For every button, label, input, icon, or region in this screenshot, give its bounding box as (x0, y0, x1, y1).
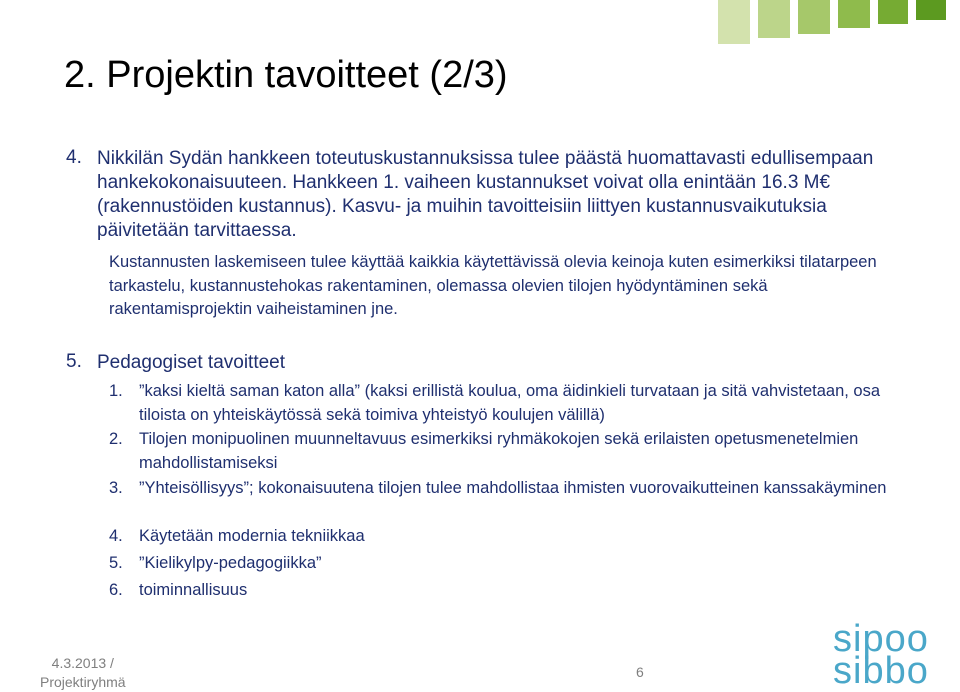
list-item: ”kaksi kieltä saman katon alla” (kaksi erillistä koulua, oma äidinkieli turvataan ja sitä vahvistetaan, osa tiloista on yhteiskäytössä sekä toimiva yhteistyö koulujen välillä) (139, 382, 881, 424)
list-item-number: 5. (109, 554, 123, 572)
page-number: 6 (636, 664, 644, 680)
list-item: toiminnallisuus (139, 581, 248, 599)
section-4-number: 4. (66, 147, 82, 168)
logo-line-2: sibbo (833, 650, 929, 692)
decor-square-1 (718, 0, 750, 44)
list-item: Käytetään modernia tekniikkaa (139, 527, 365, 545)
list-item-number: 4. (109, 527, 123, 545)
section-4-text: Nikkilän Sydän hankkeen toteutuskustannuksissa tulee päästä huomattavasti edullisempaan hankekokonaisuuteen. Hankkeen 1. vaiheen kustannukset voivat olla enintään 16.3 M€ (rakennustöiden kustannus). Kasvu- ja muihin tavoitteisiin liittyen kustannusvaikutuksia päivitetään tarvittaessa. (97, 148, 874, 241)
list-item-number: 2. (109, 430, 123, 448)
page-title: 2. Projektin tavoitteet (2/3) (64, 54, 508, 96)
footer-date-text: 4.3.2013 / (51, 655, 114, 671)
list-item: ”Yhteisöllisyys”; kokonaisuutena tilojen tulee mahdollistaa ihmisten vuorovaikutteinen kanssakäyminen (139, 479, 887, 497)
logo-line-1: sipoo (833, 618, 929, 660)
sipoo-sibbo-logo (833, 618, 929, 692)
decor-square-4 (838, 0, 870, 28)
decor-square-5 (878, 0, 908, 24)
section-5-heading: Pedagogiset tavoitteet (97, 352, 286, 373)
footer-author: Projektiryhmä (40, 674, 126, 690)
list-item-number: 6. (109, 581, 123, 599)
decor-square-3 (798, 0, 830, 34)
list-item: ”Kielikylpy-pedagogiikka” (139, 554, 322, 572)
decor-square-2 (758, 0, 790, 38)
section-5-number: 5. (66, 351, 82, 372)
list-item-number: 3. (109, 479, 123, 497)
list-item: Tilojen monipuolinen muunneltavuus esimerkiksi ryhmäkokojen sekä erilaisten opetusmenetelmien mahdollistamiseksi (139, 430, 859, 472)
section-4-subtext: Kustannusten laskemiseen tulee käyttää kaikkia käytettävissä olevia keinoja kuten esimerkiksi tilatarpeen tarkastelu, kustannustehokas rakentaminen, olemassa olevien tilojen hyödyntäminen sekä rakentamisprojektin vaiheistaminen jne. (109, 253, 877, 318)
list-item-number: 1. (109, 382, 123, 400)
decor-square-6 (916, 0, 946, 20)
footer-date (40, 654, 126, 692)
